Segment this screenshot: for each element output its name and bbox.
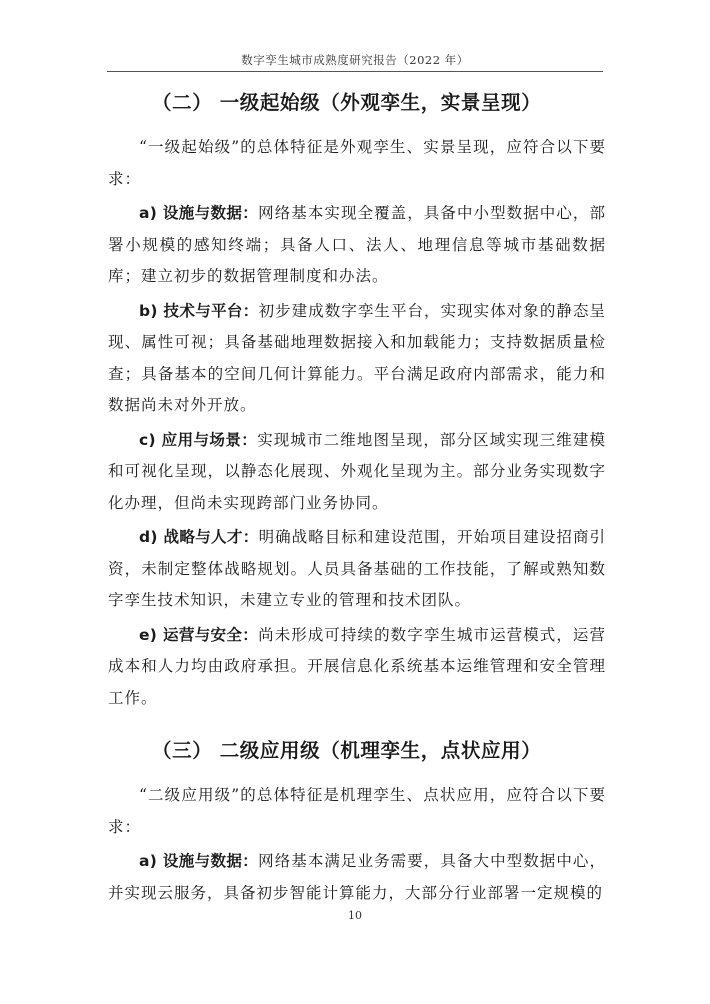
page-body: [108, 86, 606, 909]
requirement-text: 网络基本实现全覆盖，具备中小型数据中心，部署小规模的感知终端；具备人口、法人、地理信息等城市基础数据库；建立初步的数据管理制度和办法。: [108, 204, 606, 285]
requirement-text: 初步建成数字孪生平台，实现实体对象的静态呈现、属性可视；具备基础地理数据接入和加载能力；支持数据质量检查；具备基本的空间几何计算能力。平台满足政府内部需求，能力和数据尚未对外开放。: [108, 301, 606, 414]
requirement-key: a) 设施与数据：: [139, 204, 259, 222]
requirement-strategy-talent: [108, 522, 606, 617]
requirement-application-scenario: [108, 425, 606, 520]
requirement-operation-security: [108, 620, 606, 715]
requirement-key: d) 战略与人才：: [139, 528, 259, 546]
requirement-facilities-data: [108, 846, 606, 909]
section-heading-level2: （三） 二级应用级（机理孪生，点状应用）: [152, 739, 542, 762]
requirement-facilities-data: [108, 198, 606, 293]
page-number: 10: [348, 909, 362, 922]
section-heading-level1: （二） 一级起始级（外观孪生，实景呈现）: [152, 91, 542, 114]
requirement-text: 明确战略目标和建设范围，开始项目建设招商引资，未制定整体战略规划。人员具备基础的工作技能，了解或熟知数字孪生技术知识，未建立专业的管理和技术团队。: [108, 528, 606, 609]
requirement-key: e) 运营与安全：: [139, 625, 259, 644]
requirement-key: c) 应用与场景：: [139, 430, 258, 449]
header-rule: [107, 71, 603, 72]
requirement-tech-platform: [108, 296, 606, 422]
requirement-text: 网络基本满足业务需要，具备大中型数据中心，并实现云服务，具备初步智能计算能力，大部分行业部署一定规模的: [108, 852, 606, 902]
section-intro-level2: “二级应用级”的总体特征是机理孪生、点状应用，应符合以下要求：: [108, 786, 606, 836]
requirement-key: b) 技术与平台：: [139, 301, 259, 320]
requirement-text: 实现城市二维地图呈现，部分区域实现三维建模和可视化呈现，以静态化展现、外观化呈现为主。部分业务实现数字化办理，但尚未实现跨部门业务协同。: [108, 430, 606, 512]
requirement-text: 尚未形成可持续的数字孪生城市运营模式，运营成本和人力均由政府承担。开展信息化系统基本运维管理和安全管理工作。: [108, 625, 606, 707]
section-intro-level1: “一级起始级”的总体特征是外观孪生、实景呈现，应符合以下要求：: [108, 138, 606, 188]
running-header: 数字孪生城市成熟度研究报告（2022 年）: [241, 53, 469, 67]
requirement-key: a) 设施与数据：: [139, 852, 259, 870]
